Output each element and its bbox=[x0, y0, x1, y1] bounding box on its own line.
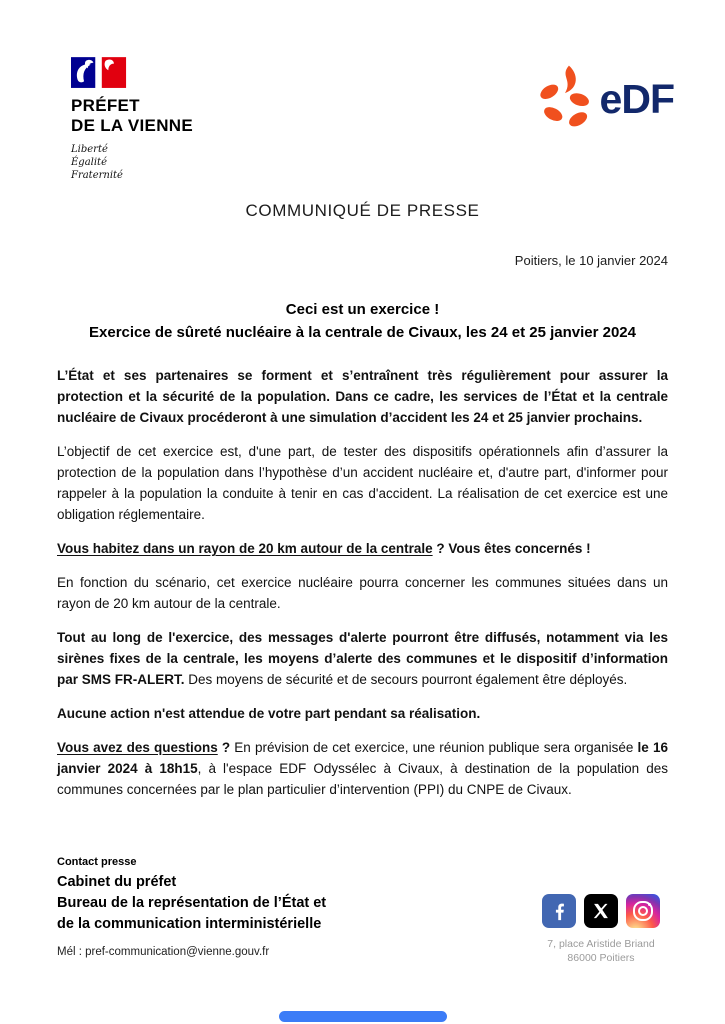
scroll-indicator[interactable] bbox=[279, 1011, 447, 1022]
document-title: COMMUNIQUÉ DE PRESSE bbox=[245, 201, 480, 220]
headline bbox=[57, 298, 668, 344]
french-flag-icon bbox=[71, 55, 127, 91]
contact-line: Bureau de la représentation de l’État et bbox=[57, 895, 327, 911]
social-address-block bbox=[535, 894, 667, 965]
dateline: Poitiers, le 10 janvier 2024 bbox=[514, 253, 668, 268]
instagram-dot bbox=[648, 903, 651, 906]
motto-line: Liberté bbox=[71, 144, 108, 155]
motto-line: Fraternité bbox=[71, 170, 123, 181]
social-row bbox=[535, 894, 667, 928]
instagram-icon[interactable] bbox=[626, 894, 660, 928]
contact-press-label: Contact presse bbox=[57, 856, 137, 868]
prefet-name-line1: PRÉFET bbox=[71, 96, 140, 115]
facebook-icon[interactable] bbox=[542, 894, 576, 928]
body-text bbox=[57, 365, 668, 800]
x-twitter-icon[interactable] bbox=[584, 894, 618, 928]
prefet-name-line2: DE LA VIENNE bbox=[71, 116, 193, 135]
edf-logo bbox=[532, 63, 674, 135]
paragraph-objectif: L’objectif de cet exercice est, d'une part, de tester des dispositifs opérationnels afin d’assurer la protection de la population dans l’hypothèse d’un accident nucléaire et, d'autre part, d'informer pour rappeler à la population la conduite à tenir en cas d'accident. La réalisation de cet exercice est une obligation réglementaire. bbox=[57, 444, 668, 522]
headline-line2: Exercice de sûreté nucléaire à la centrale de Civaux, les 24 et 25 janvier 2024 bbox=[89, 324, 636, 341]
motto bbox=[71, 143, 193, 182]
header bbox=[57, 55, 674, 181]
motto-line: Égalité bbox=[71, 157, 107, 168]
paragraph-rayon-question: Vous habitez dans un rayon de 20 km autour de la centrale ? Vous êtes concernés ! bbox=[57, 541, 591, 556]
edf-flame-icon bbox=[532, 63, 598, 135]
address-line: 7, place Aristide Briand bbox=[547, 938, 655, 950]
prefet-name bbox=[71, 96, 193, 136]
paragraph-alerte: Tout au long de l'exercice, des messages d'alerte pourront être diffusés, notamment via les sirènes fixes de la centrale, les moyens d’alerte des communes et le dispositif d’information par SMS FR-ALERT. Des moyens de sécurité et de secours pourront également être déployés. bbox=[57, 630, 668, 687]
headline-line1: Ceci est un exercice ! bbox=[285, 301, 440, 318]
instagram-lens bbox=[638, 906, 648, 916]
edf-wordmark: eDF bbox=[599, 75, 674, 122]
address-line: 86000 Poitiers bbox=[567, 952, 635, 964]
paragraph-aucune-action: Aucune action n'est attendue de votre part pendant sa réalisation. bbox=[57, 706, 481, 721]
address bbox=[535, 937, 667, 965]
prefet-logo bbox=[57, 55, 193, 182]
paragraph-intro: L’État et ses partenaires se forment et s’entraînent très régulièrement pour assurer la protection et la sécurité de la population. Dans ce cadre, les services de l’État et la centrale nucléaire de Civaux procéderont à une simulation d’accident les 24 et 25 janvier prochains. bbox=[57, 368, 668, 425]
contact-lines bbox=[57, 872, 326, 935]
paragraph-reunion-publique: Vous avez des questions ? En prévision de cet exercice, une réunion publique sera organisée le 16 janvier 2024 à 18h15, à l'espace EDF Odyssélec à Civaux, à destination de la population des communes concernées par le plan particulier d’intervention (PPI) du CNPE de Civaux. bbox=[57, 740, 668, 797]
contact-line: Cabinet du préfet bbox=[57, 874, 177, 890]
contact-email: Mél : pref-communication@vienne.gouv.fr bbox=[57, 946, 270, 958]
paragraph-scenario: En fonction du scénario, cet exercice nucléaire pourra concerner les communes situées dans un rayon de 20 km autour de la centrale. bbox=[57, 575, 668, 611]
contact-line: de la communication interministérielle bbox=[57, 916, 322, 932]
contact-block bbox=[57, 856, 326, 958]
